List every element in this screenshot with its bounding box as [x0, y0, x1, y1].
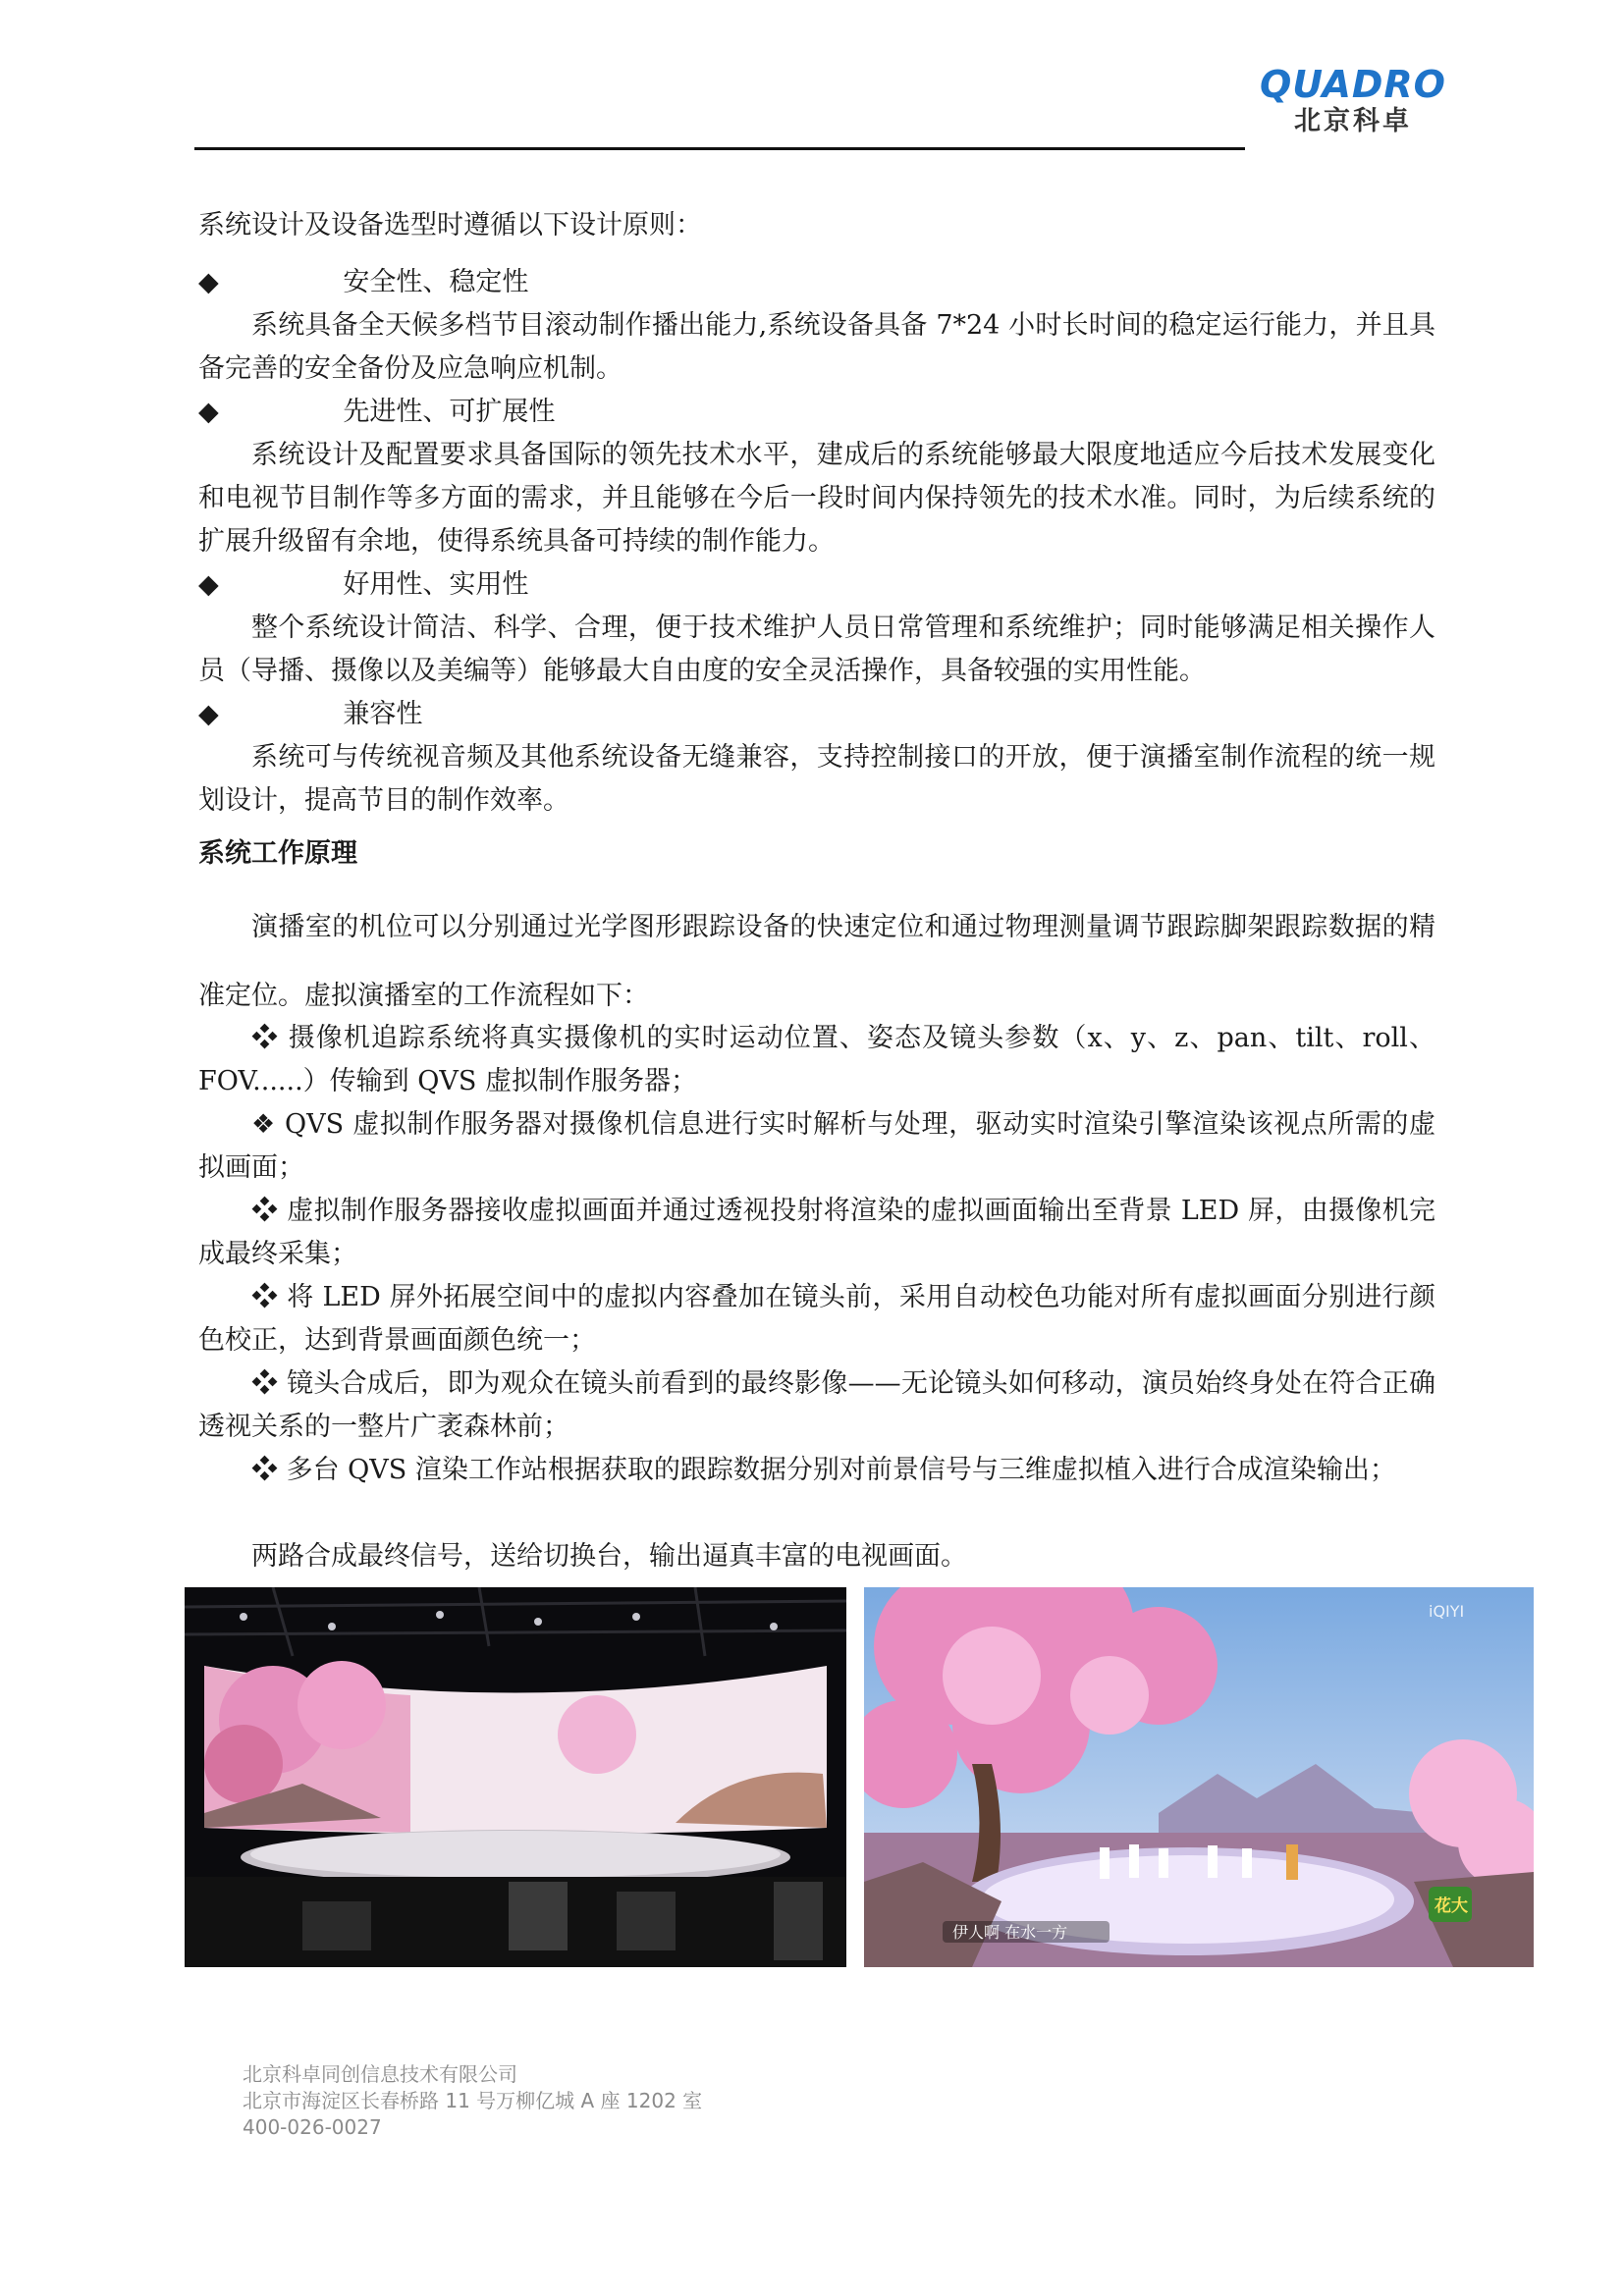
step-bullet-icon: ❖: [251, 1196, 279, 1226]
principle-title: 安全性、稳定性: [343, 267, 529, 297]
step-text: 镜头合成后，即为观众在镜头前看到的最终影像——无论镜头如何移动，演员始终身处在符合正确透视关系的一整片广袤森林前；: [198, 1368, 1435, 1442]
watermark-text: iQIYI: [1429, 1602, 1465, 1621]
diamond-bullet-icon: ◆: [198, 397, 219, 427]
step-bullet-icon: ❖: [251, 1282, 279, 1312]
studio-led-photo: [185, 1587, 846, 1967]
step-bullet-icon: ❖: [251, 1109, 276, 1140]
closing-text: 两路合成最终信号，送给切换台，输出逼真丰富的电视画面。: [251, 1541, 967, 1572]
company-logo: [1245, 63, 1461, 137]
diamond-bullet-icon: ◆: [198, 569, 219, 600]
page-footer: [243, 2061, 702, 2141]
broadcast-frame-photo: [864, 1587, 1534, 1967]
step-text: QVS 虚拟制作服务器对摄像机信息进行实时解析与处理，驱动实时渲染引擎渲染该视点所需的虚拟画面；: [198, 1109, 1435, 1183]
principle-text-compat: 系统可与传统视音频及其他系统设备无缝兼容，支持控制接口的开放，便于演播室制作流程的统一规划设计，提高节目的制作效率。: [198, 742, 1435, 816]
step-text: 摄像机追踪系统将真实摄像机的实时运动位置、姿态及镜头参数（x、y、z、pan、tilt、roll、FOV......）传输到 QVS 虚拟制作服务器；: [198, 1023, 1435, 1096]
principle-heading-compat: [198, 693, 422, 736]
step-6: [145, 1449, 1435, 1492]
footer-address: 北京市海淀区长春桥路 11 号万柳亿城 A 座 1202 室: [243, 2089, 703, 2112]
principle-text-safety: 系统具备全天候多档节目滚动制作播出能力,系统设备具备 7*24 小时长时间的稳定运行能力，并且具备完善的安全备份及应急响应机制。: [198, 310, 1435, 384]
step-2: [145, 1103, 1435, 1190]
step-text: 将 LED 屏外拓展空间中的虚拟内容叠加在镜头前，采用自动校色功能对所有虚拟画面分别进行颜色校正，达到背景画面颜色统一；: [198, 1282, 1436, 1356]
principle-heading-safety: [198, 261, 528, 304]
step-3: [145, 1190, 1435, 1276]
intro-text: 系统设计及设备选型时遵循以下设计原则：: [198, 210, 702, 240]
principle-title: 兼容性: [343, 699, 423, 729]
step-bullet-icon: ❖: [251, 1455, 278, 1485]
sponsor-badge: 花大: [1435, 1896, 1468, 1916]
diamond-bullet-icon: ◆: [198, 267, 219, 297]
step-1: [145, 1017, 1435, 1103]
principle-title: 好用性、实用性: [343, 569, 529, 600]
step-bullet-icon: ❖: [251, 1368, 279, 1399]
header-divider: [194, 147, 1245, 150]
broadcast-caption: 伊人啊 在水一方: [952, 1923, 1068, 1942]
section-intro: 演播室的机位可以分别通过光学图形跟踪设备的快速定位和通过物理测量调节跟踪脚架跟踪数据的精准定位。虚拟演播室的工作流程如下：: [198, 912, 1435, 1011]
footer-company: 北京科卓同创信息技术有限公司: [243, 2062, 517, 2086]
principle-title: 先进性、可扩展性: [343, 397, 556, 427]
principle-text-advanced: 系统设计及配置要求具备国际的领先技术水平，建成后的系统能够最大限度地适应今后技术发展变化和电视节目制作等多方面的需求，并且能够在今后一段时间内保持领先的技术水准。同时，为后续系统的扩展升级留有余地，使得系统具备可持续的制作能力。: [198, 440, 1435, 557]
principle-text-usability: 整个系统设计简洁、科学、合理，便于技术维护人员日常管理和系统维护；同时能够满足相关操作人员（导播、摄像以及美编等）能够最大自由度的安全灵活操作，具备较强的实用性能。: [198, 613, 1435, 686]
logo-wordmark: QUADRO: [1260, 63, 1446, 106]
footer-phone: 400-026-0027: [243, 2115, 382, 2139]
step-text: 多台 QVS 渲染工作站根据获取的跟踪数据分别对前景信号与三维虚拟植入进行合成渲染输出；: [286, 1455, 1396, 1485]
diamond-bullet-icon: ◆: [198, 699, 219, 729]
step-5: [145, 1362, 1435, 1449]
principle-heading-advanced: [198, 391, 555, 434]
logo-subtitle: 北京科卓: [1294, 106, 1412, 136]
step-bullet-icon: ❖: [251, 1023, 280, 1053]
step-text: 虚拟制作服务器接收虚拟画面并通过透视投射将渲染的虚拟画面输出至背景 LED 屏，由摄像机完成最终采集；: [198, 1196, 1436, 1269]
principle-heading-usability: [198, 563, 528, 607]
section-title: 系统工作原理: [198, 838, 357, 869]
step-4: [145, 1276, 1435, 1362]
